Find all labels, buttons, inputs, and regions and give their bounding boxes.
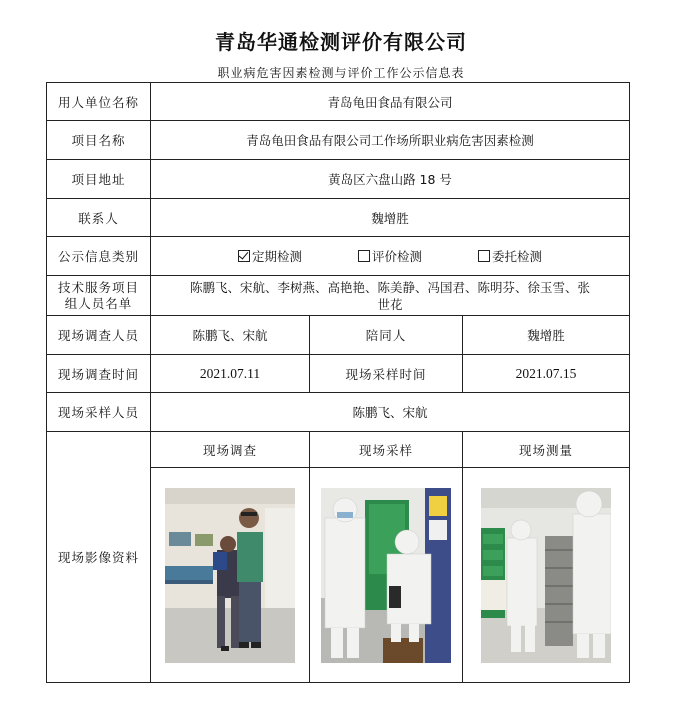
option-evaluation[interactable] [358,247,422,265]
sampling-staff-value: 陈鹏飞、宋航 [151,393,630,432]
category-options [151,237,630,276]
option-evaluation-label: 评价检测 [371,249,422,264]
survey-staff-label: 现场调查人员 [47,316,151,355]
option-commissioned[interactable] [478,247,542,265]
survey-time-value: 2021.07.11 [151,355,310,393]
row-category [47,237,630,276]
employer-label: 用人单位名称 [47,83,151,121]
team-label-line2: 组人员名单 [64,295,133,311]
checkbox-empty-icon[interactable] [478,250,490,262]
survey-photo [165,488,295,663]
project-label: 项目名称 [47,121,151,160]
survey-time-label: 现场调查时间 [47,355,151,393]
sampling-time-label: 现场采样时间 [310,355,463,393]
option-periodic-label: 定期检测 [251,249,302,264]
survey-staff-value: 陈鹏飞、宋航 [151,316,310,355]
contact-value: 魏增胜 [151,199,630,237]
photo-cell-survey [151,468,310,683]
sampling-time-value: 2021.07.15 [463,355,630,393]
row-employer [47,83,630,121]
row-contact [47,199,630,237]
category-label: 公示信息类别 [47,237,151,276]
team-label-line1: 技术服务项目 [57,279,139,295]
measuring-photo [481,488,611,663]
row-survey-time [47,355,630,393]
image-header-survey: 现场调查 [151,432,310,468]
checkbox-empty-icon[interactable] [358,250,370,262]
address-value: 黄岛区六盘山路 18 号 [151,160,630,199]
checkbox-checked-icon[interactable] [238,250,250,262]
project-value: 青岛龟田食品有限公司工作场所职业病危害因素检测 [151,121,630,160]
row-team [47,276,630,316]
employer-value: 青岛龟田食品有限公司 [151,83,630,121]
accompany-label: 陪同人 [310,316,463,355]
row-project [47,121,630,160]
accompany-value: 魏增胜 [463,316,630,355]
page-subtitle: 职业病危害因素检测与评价工作公示信息表 [217,66,465,80]
image-header-sampling: 现场采样 [310,432,463,468]
row-sampling-staff [47,393,630,432]
images-label: 现场影像资料 [47,432,151,683]
sampling-staff-label: 现场采样人员 [47,393,151,432]
info-table [46,82,630,683]
photo-cell-measuring [463,468,630,683]
image-header-measuring: 现场测量 [463,432,630,468]
contact-label: 联系人 [47,199,151,237]
row-address [47,160,630,199]
team-value [151,276,630,316]
row-image-headers [47,432,630,468]
row-survey-staff [47,316,630,355]
page-title: 青岛华通检测评价有限公司 [215,30,467,54]
team-value-line2: 世花 [377,296,403,312]
photo-cell-sampling [310,468,463,683]
team-value-line1: 陈鹏飞、宋航、李树燕、高艳艳、陈美静、冯国君、陈明芬、徐玉雪、张 [189,279,590,295]
team-label [47,276,151,316]
option-periodic[interactable] [238,247,302,265]
address-label: 项目地址 [47,160,151,199]
sampling-photo [321,488,451,663]
option-commissioned-label: 委托检测 [492,249,543,264]
